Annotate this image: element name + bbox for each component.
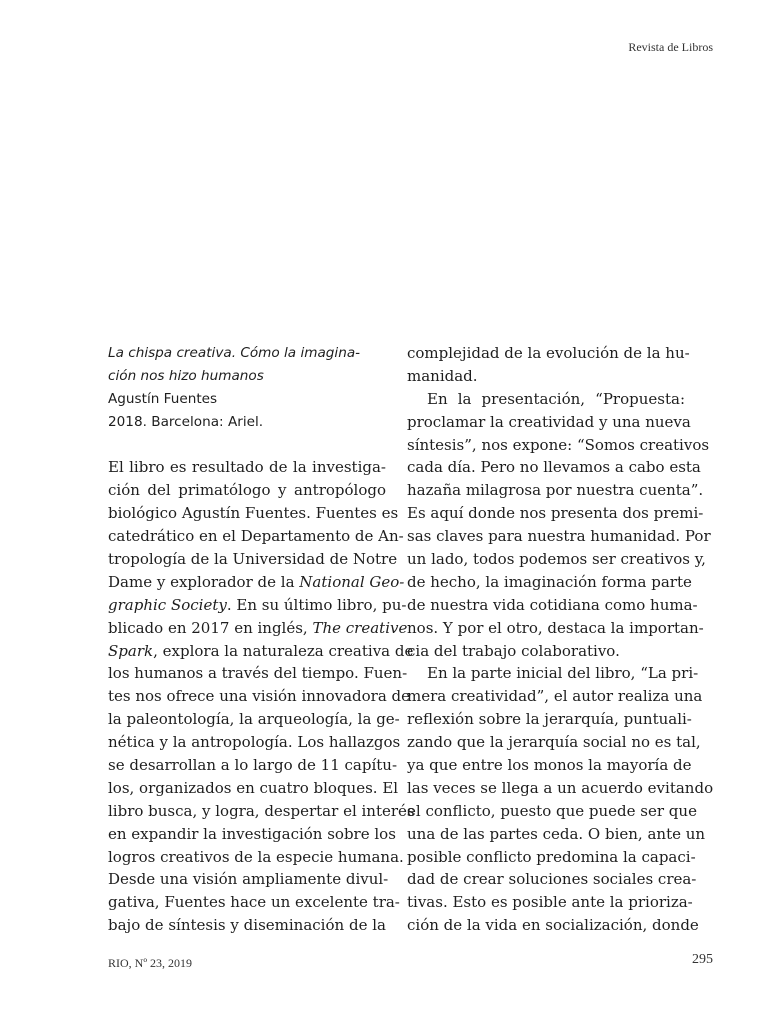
text-line: Desde una visión ampliamente divul- <box>108 870 389 889</box>
book-publication: 2018. Barcelona: Ariel. <box>108 413 264 430</box>
text-line: una de las partes ceda. O bien, ante un <box>407 824 706 843</box>
italic-title: National Geo- <box>299 572 405 591</box>
footer-issue: RIO, Nº 23, 2019 <box>108 956 193 970</box>
text-line: los, organizados en cuatro bloques. El <box>108 778 399 797</box>
text-line: mera creatividad”, el autor realiza una <box>407 687 703 706</box>
text-line: las veces se llega a un acuerdo evitando <box>407 778 714 797</box>
text-line: gativa, Fuentes hace un excelente tra- <box>108 893 400 912</box>
text-line: bajo de síntesis y diseminación de la <box>108 916 386 935</box>
text-line: se desarrollan a lo largo de 11 capítu- <box>108 756 398 775</box>
text-line: En la presentación, “Propuesta: <box>427 389 685 408</box>
text-line: manidad. <box>407 366 478 385</box>
text-line: hazaña milagrosa por nuestra cuenta”. <box>407 481 704 500</box>
text-line: nética y la antropología. Los hallazgos <box>108 733 401 752</box>
text-line: blicado en 2017 en inglés, The creative <box>108 618 408 637</box>
text-line: sas claves para nuestra humanidad. Por <box>407 527 711 546</box>
text-line: catedrático en el Departamento de An- <box>108 527 404 546</box>
text-line: proclamar la creatividad y una nueva <box>407 412 691 431</box>
text-line: zando que la jerarquía social no es tal, <box>407 733 701 752</box>
text-line: ción del primatólogo y antropólogo <box>108 481 386 500</box>
text-line: logros creativos de la especie humana. <box>108 847 404 866</box>
text-line: el conflicto, puesto que puede ser que <box>407 801 697 820</box>
text-line: de hecho, la imaginación forma parte <box>407 572 692 591</box>
text-line: Es aquí donde nos presenta dos premi- <box>407 504 704 523</box>
text-line: dad de crear soluciones sociales crea- <box>407 870 697 889</box>
text-line: reflexión sobre la jerarquía, puntuali- <box>407 710 692 729</box>
text-line: biológico Agustín Fuentes. Fuentes es <box>108 504 399 523</box>
text-line: graphic Society. En su último libro, pu- <box>108 595 407 614</box>
text-line: cada día. Pero no llevamos a cabo esta <box>407 458 701 477</box>
book-title-line-1: La chispa creativa. Cómo la imagina- <box>108 345 361 361</box>
text-line: síntesis”, nos expone: “Somos creativos <box>407 435 710 454</box>
italic-title: graphic Society <box>108 595 227 614</box>
left-body-text <box>108 456 415 937</box>
italic-title: Spark <box>108 641 154 660</box>
text-line: En la parte inicial del libro, “La pri- <box>427 664 699 683</box>
text-line: Dame y explorador de la National Geo- <box>108 572 405 591</box>
text-line: ya que entre los monos la mayoría de <box>407 756 692 775</box>
text-line: ción de la vida en socialización, donde <box>407 916 699 935</box>
text-line: El libro es resultado de la investiga- <box>108 458 386 477</box>
text-line: libro busca, y logra, despertar el interés <box>108 801 415 820</box>
text-line: cia del trabajo colaborativo. <box>407 641 620 660</box>
text-line: complejidad de la evolución de la hu- <box>407 344 690 362</box>
text-line: la paleontología, la arqueología, la ge- <box>108 710 400 729</box>
text-line: los humanos a través del tiempo. Fuen- <box>108 664 408 683</box>
book-author: Agustín Fuentes <box>108 390 218 407</box>
text-line: Spark, explora la naturaleza creativa de <box>108 641 414 660</box>
page-number: 295 <box>692 952 713 967</box>
text-line: un lado, todos podemos ser creativos y, <box>407 550 706 569</box>
text-line: posible conflicto predomina la capaci- <box>407 847 696 866</box>
right-column <box>407 342 714 937</box>
text-line: en expandir la investigación sobre los <box>108 824 396 843</box>
text-line: tivas. Esto es posible ante la prioriza- <box>407 893 693 912</box>
text-line: tropología de la Universidad de Notre <box>108 550 398 569</box>
italic-title: The creative <box>312 618 408 637</box>
book-title-line-2: ción nos hizo humanos <box>108 367 264 384</box>
text-line: tes nos ofrece una visión innovadora de <box>108 687 411 706</box>
text-line: de nuestra vida cotidiana como huma- <box>407 595 698 614</box>
book-reference <box>108 342 386 434</box>
running-header: Revista de Libros <box>628 40 713 54</box>
text-line: nos. Y por el otro, destaca la importan- <box>407 618 704 637</box>
left-column <box>108 342 415 937</box>
